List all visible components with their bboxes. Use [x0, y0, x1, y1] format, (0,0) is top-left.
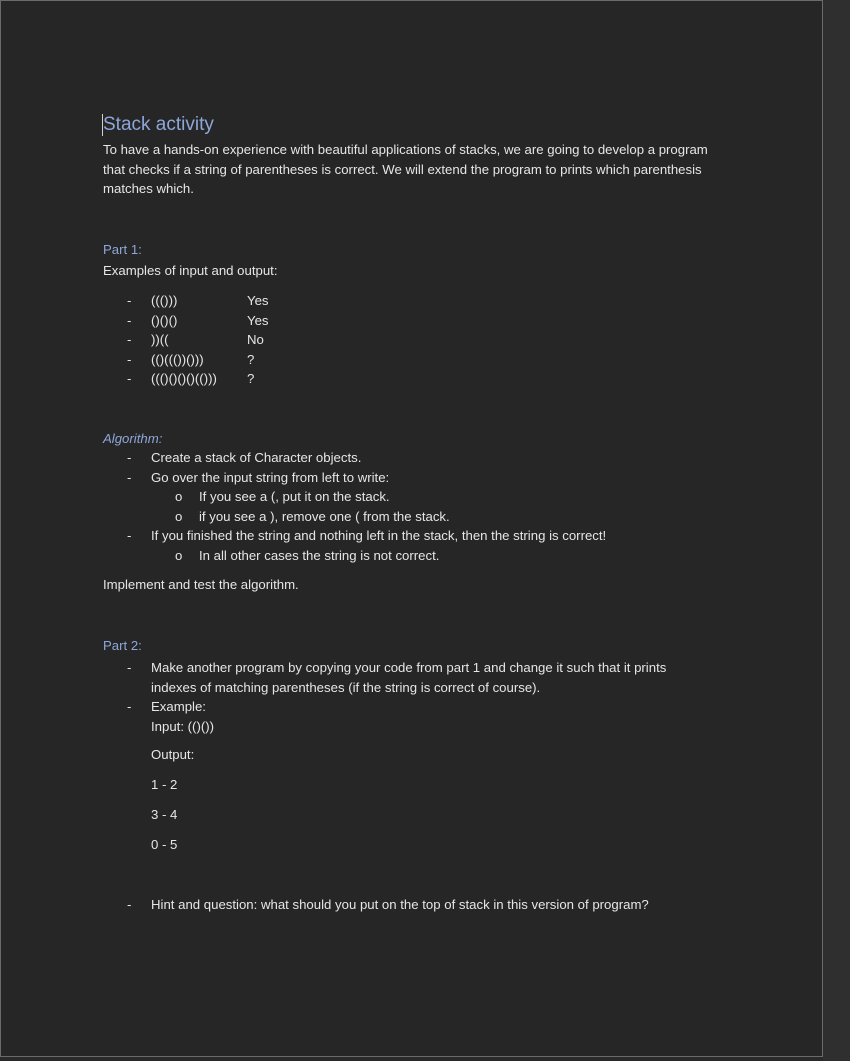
- examples-label: Examples of input and output:: [103, 263, 278, 278]
- step-text: Go over the input string from left to write:: [151, 469, 390, 485]
- dash-bullet: -: [127, 450, 132, 465]
- list-item: [103, 658, 753, 678]
- example-output: ?: [247, 371, 255, 386]
- example-input: ()()(): [151, 312, 178, 328]
- step-text: if you see a ), remove one ( from the stack.: [199, 508, 450, 524]
- algorithm-heading: Algorithm:: [103, 431, 163, 446]
- document-title: [103, 112, 743, 138]
- algorithm-steps: [103, 448, 753, 565]
- output-line-3: [103, 835, 753, 855]
- output-line-1: [103, 775, 753, 795]
- dash-bullet: -: [127, 293, 132, 308]
- intro-line-3: matches which.: [103, 181, 194, 196]
- step-text: Create a stack of Character objects.: [151, 450, 362, 465]
- list-item: [103, 468, 753, 488]
- list-item: [103, 526, 753, 546]
- example-input-line: Input: (()()): [151, 718, 215, 734]
- dash-bullet: -: [127, 897, 132, 912]
- intro-line-1: To have a hands-on experience with beautiful applications of stacks, we are going to develop a program: [103, 142, 708, 157]
- dash-bullet: -: [127, 371, 132, 386]
- document-body[interactable]: [103, 112, 743, 199]
- example-output: ?: [247, 351, 255, 367]
- title-text: Stack activity: [103, 114, 214, 135]
- example-input: ((()()()()(())): [151, 371, 217, 386]
- list-item: [103, 350, 753, 370]
- example-output: Yes: [247, 293, 269, 308]
- list-item: [103, 697, 753, 717]
- list-item: [103, 330, 753, 350]
- step-text: If you see a (, put it on the stack.: [199, 489, 390, 504]
- dash-bullet: -: [127, 699, 132, 714]
- example-output: Yes: [247, 312, 269, 328]
- dash-bullet: -: [127, 528, 132, 543]
- dash-bullet: -: [127, 660, 132, 675]
- examples-list: [103, 291, 753, 389]
- output-pair: 0 - 5: [151, 837, 178, 852]
- step-text: If you finished the string and nothing left in the stack, then the string is correct!: [151, 528, 607, 543]
- step-text: In all other cases the string is not correct.: [199, 547, 440, 563]
- part2-heading: Part 2:: [103, 638, 142, 653]
- dash-bullet: -: [127, 312, 132, 328]
- part2-item-line: indexes of matching parentheses (if the string is correct of course).: [151, 679, 541, 695]
- circle-bullet: o: [175, 508, 183, 524]
- list-item: [103, 311, 753, 331]
- output-line-2: [103, 805, 753, 825]
- example-input: (()((())())): [151, 351, 204, 367]
- list-item: [103, 369, 753, 389]
- part1-heading: Part 1:: [103, 242, 142, 257]
- list-item-continuation: [103, 678, 753, 698]
- output-pair: 1 - 2: [151, 777, 178, 792]
- right-margin-area: [823, 0, 850, 1061]
- example-input: ((())): [151, 293, 178, 308]
- output-label: Output:: [151, 747, 195, 762]
- example-output: No: [247, 332, 264, 347]
- list-item-continuation: [103, 717, 753, 737]
- hint-item: [103, 895, 753, 915]
- example-input: ))((: [151, 332, 169, 347]
- intro-line-2: that checks if a string of parentheses is correct. We will extend the program to prints which parenthesis: [103, 161, 702, 177]
- dash-bullet: -: [127, 469, 132, 485]
- list-item: [103, 895, 753, 915]
- output-pair: 3 - 4: [151, 807, 178, 822]
- circle-bullet: o: [175, 489, 183, 504]
- list-item: [103, 507, 753, 527]
- hint-text: Hint and question: what should you put on the top of stack in this version of program?: [151, 897, 649, 912]
- example-label: Example:: [151, 699, 206, 714]
- list-item: [103, 448, 753, 468]
- text-cursor: [102, 114, 103, 136]
- output-label-wrap: [103, 745, 753, 765]
- list-item: [103, 546, 753, 566]
- dash-bullet: -: [127, 351, 132, 367]
- list-item: [103, 487, 753, 507]
- dash-bullet: -: [127, 332, 132, 347]
- circle-bullet: o: [175, 547, 183, 563]
- part2-item-line: Make another program by copying your code from part 1 and change it such that it prints: [151, 660, 667, 675]
- list-item: [103, 291, 753, 311]
- part2-list: [103, 658, 753, 736]
- implement-text: Implement and test the algorithm.: [103, 577, 299, 592]
